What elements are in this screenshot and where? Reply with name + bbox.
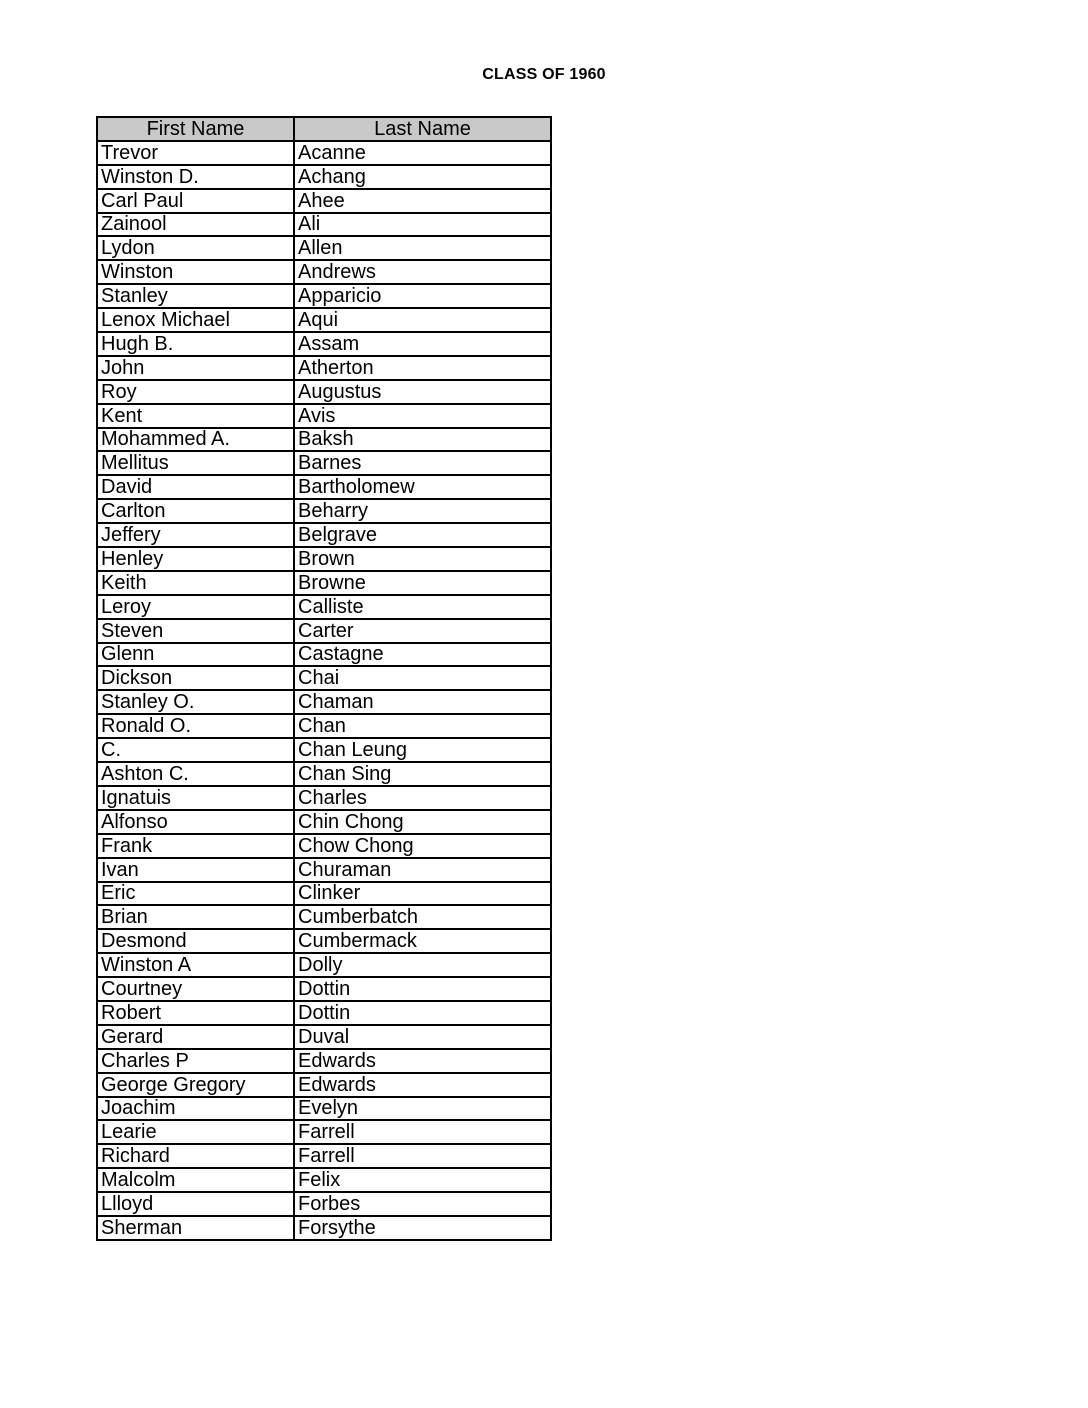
table-row (97, 547, 551, 571)
first-name-cell: Hugh B. (97, 332, 294, 356)
first-name-cell: Frank (97, 834, 294, 858)
last-name-cell: Chin Chong (294, 810, 551, 834)
last-name-cell: Acanne (294, 141, 551, 165)
table-row (97, 189, 551, 213)
last-name-cell: Augustus (294, 380, 551, 404)
table-row (97, 332, 551, 356)
table-row (97, 308, 551, 332)
first-name-cell: Carl Paul (97, 189, 294, 213)
table-row (97, 929, 551, 953)
first-name-cell: Jeffery (97, 523, 294, 547)
last-name-cell: Clinker (294, 882, 551, 906)
last-name-cell: Chan Sing (294, 762, 551, 786)
table-row (97, 1120, 551, 1144)
table-row (97, 858, 551, 882)
first-name-cell: Lenox Michael (97, 308, 294, 332)
table-row (97, 786, 551, 810)
first-name-cell: Lydon (97, 236, 294, 260)
last-name-cell: Forsythe (294, 1216, 551, 1240)
last-name-cell: Baksh (294, 428, 551, 452)
first-name-cell: Winston A (97, 953, 294, 977)
table-row (97, 882, 551, 906)
first-name-cell: Kent (97, 404, 294, 428)
last-name-cell: Apparicio (294, 284, 551, 308)
first-name-cell: Sherman (97, 1216, 294, 1240)
last-name-cell: Aqui (294, 308, 551, 332)
last-name-cell: Avis (294, 404, 551, 428)
table-row (97, 165, 551, 189)
last-name-cell: Belgrave (294, 523, 551, 547)
first-name-cell: David (97, 475, 294, 499)
first-name-cell: George Gregory (97, 1073, 294, 1097)
first-name-header: First Name (97, 117, 294, 141)
first-name-cell: Leroy (97, 595, 294, 619)
last-name-cell: Dottin (294, 1001, 551, 1025)
first-name-cell: Ronald O. (97, 714, 294, 738)
table-row (97, 834, 551, 858)
table-row (97, 284, 551, 308)
last-name-cell: Chai (294, 666, 551, 690)
table-row (97, 810, 551, 834)
last-name-cell: Ahee (294, 189, 551, 213)
last-name-cell: Carter (294, 619, 551, 643)
table-row (97, 475, 551, 499)
last-name-cell: Atherton (294, 356, 551, 380)
last-name-cell: Dottin (294, 977, 551, 1001)
last-name-cell: Ali (294, 213, 551, 237)
table-row (97, 666, 551, 690)
table-row (97, 977, 551, 1001)
last-name-cell: Andrews (294, 260, 551, 284)
table-row (97, 1192, 551, 1216)
table-row (97, 1049, 551, 1073)
first-name-cell: Ivan (97, 858, 294, 882)
first-name-cell: Llloyd (97, 1192, 294, 1216)
last-name-cell: Felix (294, 1168, 551, 1192)
last-name-cell: Farrell (294, 1144, 551, 1168)
roster-body (97, 141, 551, 1240)
first-name-cell: Malcolm (97, 1168, 294, 1192)
last-name-cell: Cumbermack (294, 929, 551, 953)
first-name-cell: Robert (97, 1001, 294, 1025)
table-row (97, 1025, 551, 1049)
last-name-cell: Chan Leung (294, 738, 551, 762)
first-name-cell: Stanley (97, 284, 294, 308)
last-name-cell: Cumberbatch (294, 905, 551, 929)
first-name-cell: Joachim (97, 1097, 294, 1121)
last-name-cell: Chaman (294, 690, 551, 714)
table-row (97, 356, 551, 380)
table-row (97, 738, 551, 762)
first-name-cell: Trevor (97, 141, 294, 165)
first-name-cell: Learie (97, 1120, 294, 1144)
table-row (97, 404, 551, 428)
table-row (97, 499, 551, 523)
last-name-cell: Bartholomew (294, 475, 551, 499)
first-name-cell: Mohammed A. (97, 428, 294, 452)
table-row (97, 260, 551, 284)
first-name-cell: Winston (97, 260, 294, 284)
first-name-cell: Mellitus (97, 451, 294, 475)
last-name-cell: Brown (294, 547, 551, 571)
page-title (0, 66, 1088, 84)
last-name-cell: Edwards (294, 1073, 551, 1097)
header-row (97, 117, 551, 141)
table-row (97, 428, 551, 452)
last-name-cell: Achang (294, 165, 551, 189)
last-name-cell: Allen (294, 236, 551, 260)
table-row (97, 714, 551, 738)
roster-table (96, 116, 552, 1241)
last-name-cell: Browne (294, 571, 551, 595)
last-name-cell: Dolly (294, 953, 551, 977)
first-name-cell: Dickson (97, 666, 294, 690)
last-name-header: Last Name (294, 117, 551, 141)
last-name-cell: Chow Chong (294, 834, 551, 858)
first-name-cell: Gerard (97, 1025, 294, 1049)
last-name-cell: Barnes (294, 451, 551, 475)
table-row (97, 380, 551, 404)
last-name-cell: Farrell (294, 1120, 551, 1144)
last-name-cell: Duval (294, 1025, 551, 1049)
first-name-cell: Ashton C. (97, 762, 294, 786)
first-name-cell: Charles P (97, 1049, 294, 1073)
table-row (97, 953, 551, 977)
table-row (97, 690, 551, 714)
table-row (97, 762, 551, 786)
table-row (97, 1216, 551, 1240)
table-row (97, 1097, 551, 1121)
first-name-cell: Steven (97, 619, 294, 643)
last-name-cell: Forbes (294, 1192, 551, 1216)
first-name-cell: Richard (97, 1144, 294, 1168)
last-name-cell: Edwards (294, 1049, 551, 1073)
last-name-cell: Charles (294, 786, 551, 810)
table-row (97, 213, 551, 237)
last-name-cell: Chan (294, 714, 551, 738)
table-row (97, 1168, 551, 1192)
first-name-cell: Keith (97, 571, 294, 595)
first-name-cell: Ignatuis (97, 786, 294, 810)
last-name-cell: Churaman (294, 858, 551, 882)
table-row (97, 1144, 551, 1168)
first-name-cell: Desmond (97, 929, 294, 953)
table-row (97, 1073, 551, 1097)
last-name-cell: Evelyn (294, 1097, 551, 1121)
first-name-cell: Glenn (97, 643, 294, 667)
table-row (97, 571, 551, 595)
first-name-cell: Winston D. (97, 165, 294, 189)
first-name-cell: Zainool (97, 213, 294, 237)
first-name-cell: John (97, 356, 294, 380)
first-name-cell: Alfonso (97, 810, 294, 834)
first-name-cell: Brian (97, 905, 294, 929)
first-name-cell: Henley (97, 547, 294, 571)
first-name-cell: Eric (97, 882, 294, 906)
table-row (97, 141, 551, 165)
table-row (97, 643, 551, 667)
table-row (97, 451, 551, 475)
first-name-cell: C. (97, 738, 294, 762)
last-name-cell: Castagne (294, 643, 551, 667)
table-row (97, 523, 551, 547)
last-name-cell: Assam (294, 332, 551, 356)
first-name-cell: Courtney (97, 977, 294, 1001)
last-name-cell: Beharry (294, 499, 551, 523)
table-row (97, 905, 551, 929)
page-title-text: CLASS OF 1960 (482, 66, 606, 83)
first-name-cell: Roy (97, 380, 294, 404)
table-row (97, 619, 551, 643)
first-name-cell: Carlton (97, 499, 294, 523)
table-row (97, 1001, 551, 1025)
last-name-cell: Calliste (294, 595, 551, 619)
table-row (97, 236, 551, 260)
table-row (97, 595, 551, 619)
first-name-cell: Stanley O. (97, 690, 294, 714)
